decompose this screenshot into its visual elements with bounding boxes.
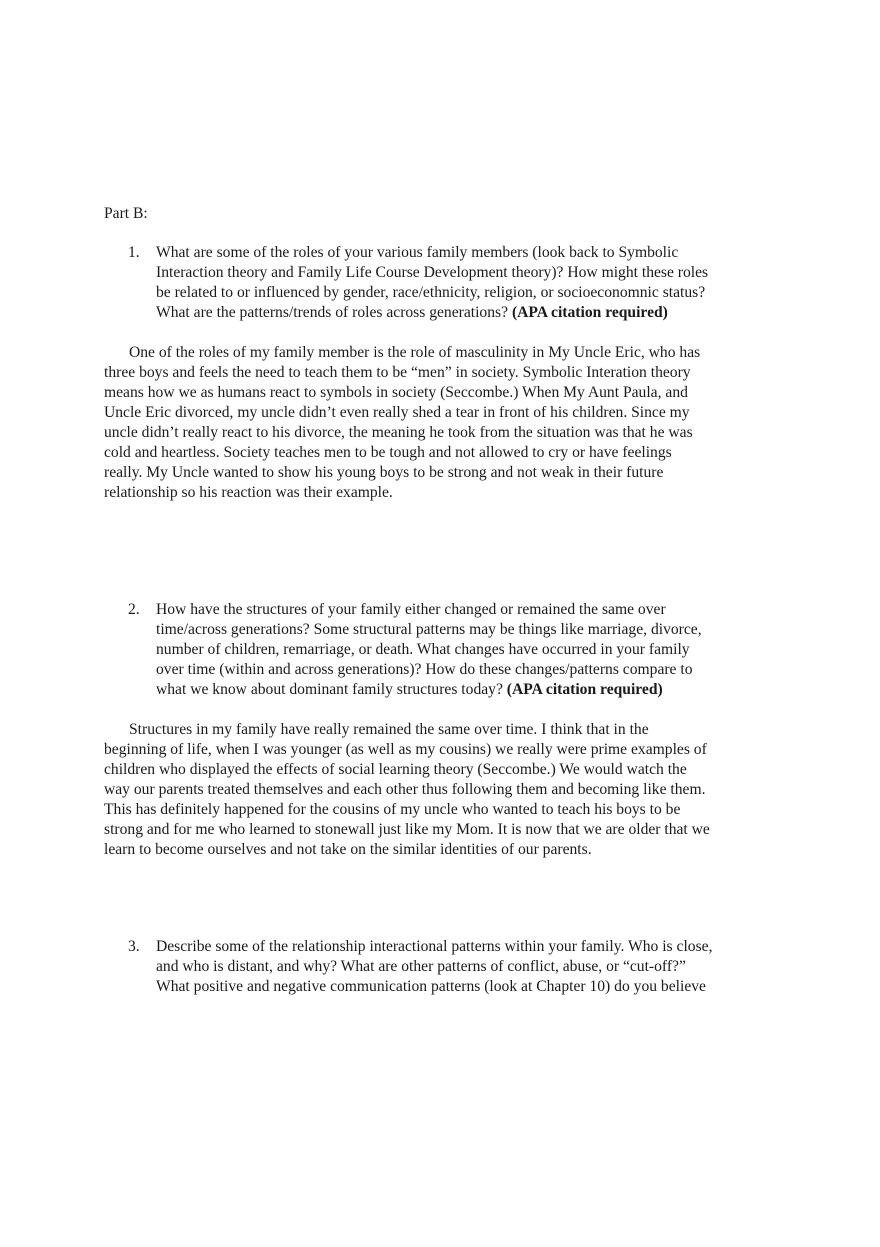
answer-line: three boys and feels the need to teach them to be “men” in society. Symbolic Interation theory xyxy=(104,364,691,381)
question-2 xyxy=(104,600,776,700)
question-line-text: What are the patterns/trends of roles across generations? xyxy=(156,304,509,321)
answer-line: beginning of life, when I was younger (as well as my cousins) we really were prime examples of xyxy=(104,741,707,758)
question-text xyxy=(156,600,776,700)
answer-line: This has definitely happened for the cousins of my uncle who wanted to teach his boys to be xyxy=(104,801,681,818)
question-number: 3. xyxy=(128,938,140,955)
question-line: Interaction theory and Family Life Course Development theory)? How might these roles xyxy=(156,264,709,281)
citation-required-label: (APA citation required) xyxy=(511,304,668,321)
answer-1 xyxy=(104,343,776,503)
question-line: Describe some of the relationship interactional patterns within your family. Who is close, xyxy=(156,938,713,955)
question-3 xyxy=(104,937,776,997)
question-text xyxy=(156,937,776,997)
question-1 xyxy=(104,243,776,323)
question-line-text: what we know about dominant family structures today? xyxy=(156,681,503,698)
answer-line: One of the roles of my family member is the role of masculinity in My Uncle Eric, who has xyxy=(129,344,701,361)
answer-line: cold and heartless. Society teaches men to be tough and not allowed to cry or have feelings xyxy=(104,444,672,461)
question-line: be related to or influenced by gender, race/ethnicity, religion, or socioeconomnic status? xyxy=(156,284,706,301)
answer-line: Uncle Eric divorced, my uncle didn’t even really shed a tear in front of his children. Since my xyxy=(104,404,690,421)
question-line xyxy=(156,303,776,323)
section-heading: Part B: xyxy=(104,205,148,222)
question-line xyxy=(156,680,776,700)
citation-required-label: (APA citation required) xyxy=(506,681,663,698)
answer-line: learn to become ourselves and not take on the similar identities of our parents. xyxy=(104,841,592,858)
question-line: time/across generations? Some structural patterns may be things like marriage, divorce, xyxy=(156,621,702,638)
answer-line: relationship so his reaction was their example. xyxy=(104,484,393,501)
answer-2 xyxy=(104,720,776,860)
answer-line: way our parents treated themselves and each other thus following them and becoming like them. xyxy=(104,781,706,798)
answer-line: children who displayed the effects of social learning theory (Seccombe.) We would watch the xyxy=(104,761,687,778)
answer-line: strong and for me who learned to stonewall just like my Mom. It is now that we are older that we xyxy=(104,821,710,838)
question-line: How have the structures of your family either changed or remained the same over xyxy=(156,601,666,618)
question-line: What are some of the roles of your various family members (look back to Symbolic xyxy=(156,244,679,261)
question-text xyxy=(156,243,776,323)
answer-line: means how we as humans react to symbols in society (Seccombe.) When My Aunt Paula, and xyxy=(104,384,688,401)
question-number: 2. xyxy=(128,601,140,618)
question-number: 1. xyxy=(128,244,140,261)
answer-line: uncle didn’t really react to his divorce, the meaning he took from the situation was that he was xyxy=(104,424,693,441)
question-line: What positive and negative communication patterns (look at Chapter 10) do you believe xyxy=(156,978,706,995)
answer-line: Structures in my family have really remained the same over time. I think that in the xyxy=(129,721,649,738)
question-line: number of children, remarriage, or death. What changes have occurred in your family xyxy=(156,641,690,658)
question-line: and who is distant, and why? What are other patterns of conflict, abuse, or “cut-off?” xyxy=(156,958,686,975)
question-line: over time (within and across generations)? How do these changes/patterns compare to xyxy=(156,661,693,678)
answer-line: really. My Uncle wanted to show his young boys to be strong and not weak in their future xyxy=(104,464,664,481)
